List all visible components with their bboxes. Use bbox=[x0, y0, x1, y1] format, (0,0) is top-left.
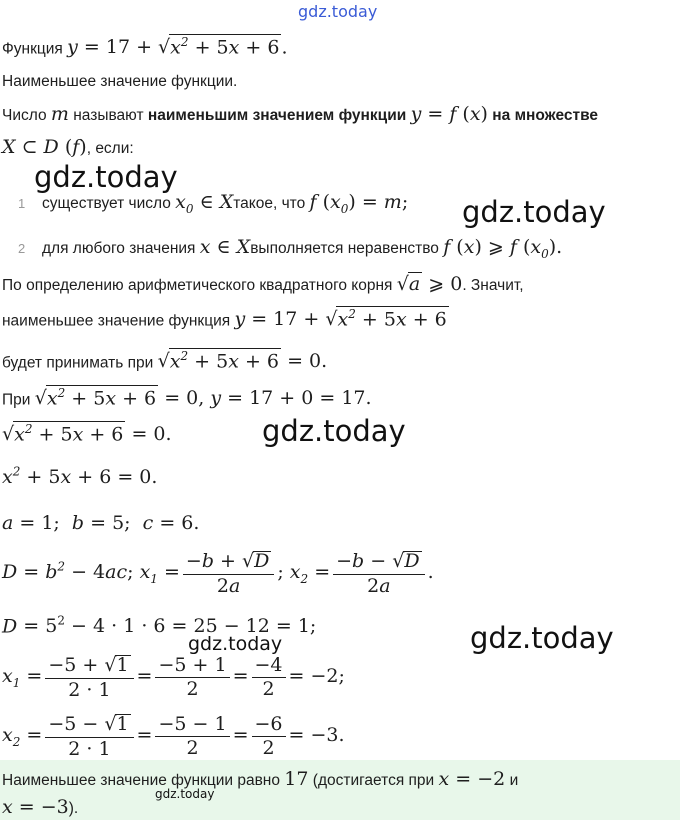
line-coefficients: a = 1; b = 5; c = 6. bbox=[2, 512, 200, 534]
watermark-4: gdz.today bbox=[188, 633, 283, 655]
watermark-3: gdz.today bbox=[262, 414, 406, 448]
list-item-1: 1 существует число $x_0$ ∈ Xтакое, что f $(x_0) = m$; bbox=[18, 191, 409, 216]
line-function-def: Функция $y = 17 + √x^2 + 5x + 6$ . bbox=[2, 35, 288, 59]
line-definition: Число m называют наименьшим значением функции y = f (x) на множестве bbox=[2, 103, 599, 125]
line-x2: $x_2$ = $\frac{-5 - √1}{2 \cdot 1}$ = $\frac{-5 - 1}{2}$ = $\frac{-6}{2}$ = −3. bbox=[2, 712, 345, 760]
watermark-2: gdz.today bbox=[462, 195, 606, 229]
watermark-6: gdz.today bbox=[155, 787, 215, 801]
line-condition: будет принимать при $√x^2 + 5x + 6 = 0$. bbox=[2, 349, 328, 373]
line-x1: $x_1$ = $\frac{-5 + √1}{2 \cdot 1}$ = $\frac{-5 + 1}{2}$ = $\frac{-4}{2}$ = −2; bbox=[2, 653, 345, 701]
line-min-value: наименьшее значение функция $y = 17 + √x^2 + 5x + 6$ bbox=[2, 307, 447, 331]
line-substitution: При $√x^2 + 5x + 6 = 0$, y = 17 + 0 = 17. bbox=[2, 386, 372, 410]
watermark-5: gdz.today bbox=[470, 621, 614, 655]
line-root-def: По определению арифметического квадратного корня √a ⩾ 0. Значит, bbox=[2, 273, 524, 295]
list-item-2: 2 для любого значения x ∈ Xвыполняется неравенство f (x) ⩾ f $(x_0)$. bbox=[18, 236, 563, 261]
line-set: X ⊂ D (f), если: bbox=[2, 136, 134, 158]
line-quadratic: $x^2 + 5x + 6 = 0$. bbox=[2, 465, 158, 489]
watermark-1: gdz.today bbox=[34, 160, 178, 194]
line-equation-root: $√x^2 + 5x + 6 = 0$. bbox=[2, 422, 172, 446]
watermark-top: gdz.today bbox=[298, 2, 378, 21]
answer-line-2: x = −3). bbox=[2, 796, 79, 818]
line-formula: $D = b^2 - 4ac$; $x_1$ = $\frac{-b + √D}{2a}$ ; $x_2$ = $\frac{-b - √D}{2a}$ . bbox=[2, 550, 434, 597]
answer-line-1: Наименьшее значение функции равно 17 (достигается при x = −2 и bbox=[2, 768, 519, 790]
line-heading: Наименьшее значение функции. bbox=[2, 73, 238, 90]
formula-function: $y = 17 + √x^2 + 5x + 6$ bbox=[67, 35, 280, 59]
line-discriminant: $D = 5^2 - 4 \cdot 1 \cdot 6 = 25 - 12 = 1$; bbox=[2, 614, 317, 638]
